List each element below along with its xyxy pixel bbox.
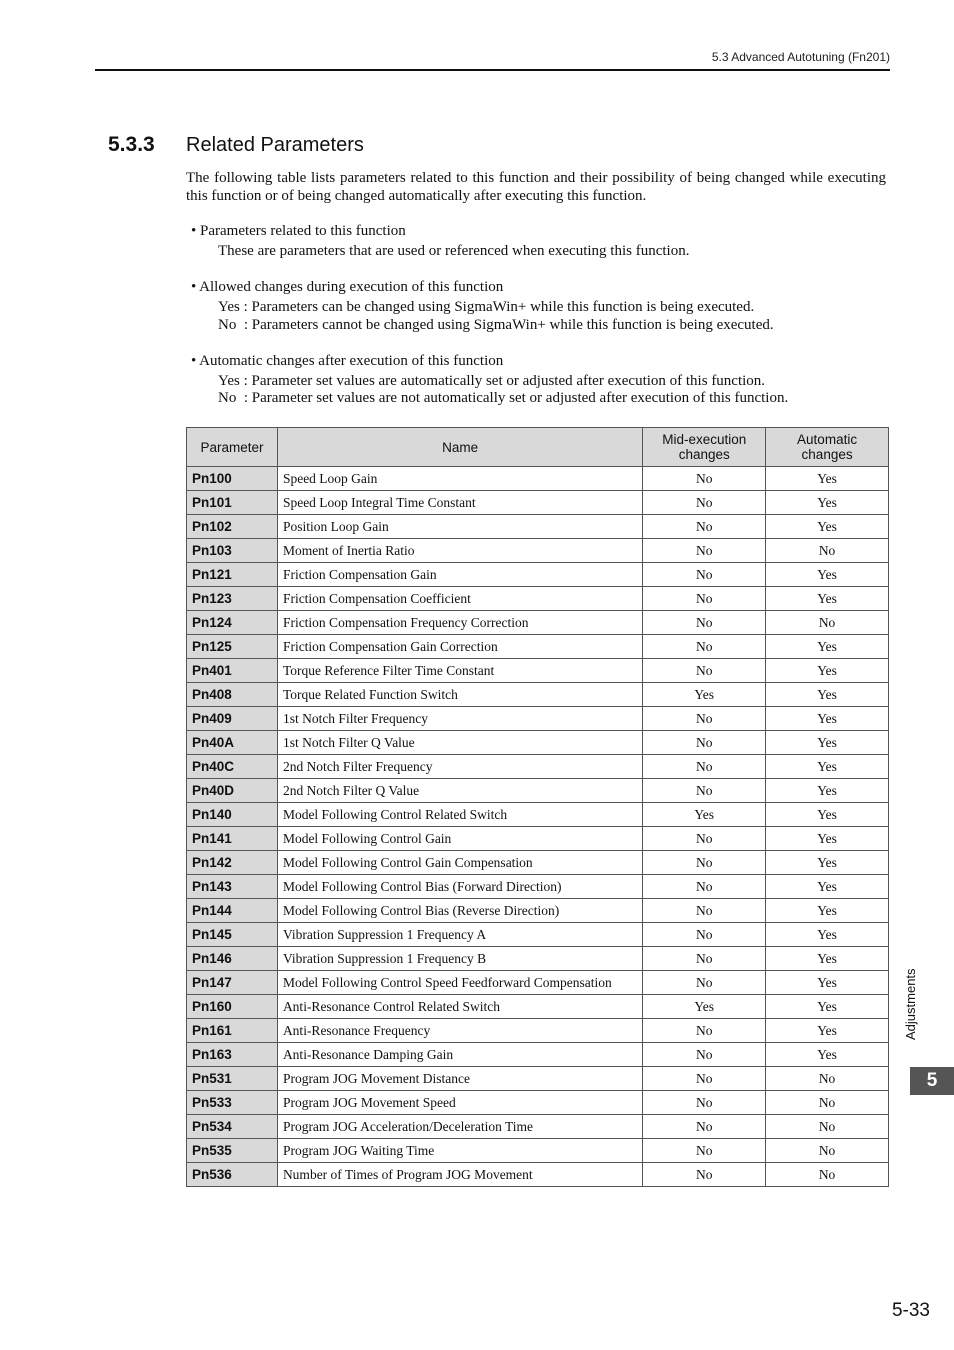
automatic-value: Yes (766, 875, 889, 899)
automatic-value: Yes (766, 659, 889, 683)
table-body (187, 467, 889, 1187)
mid-execution-value: No (643, 1139, 766, 1163)
automatic-value: Yes (766, 755, 889, 779)
table-row (187, 1091, 889, 1115)
automatic-value: No (766, 1163, 889, 1187)
mid-execution-value: No (643, 491, 766, 515)
parameter-code: Pn145 (187, 923, 278, 947)
mid-execution-value: No (643, 899, 766, 923)
parameter-code: Pn102 (187, 515, 278, 539)
table-row (187, 587, 889, 611)
mid-execution-value: No (643, 467, 766, 491)
mid-execution-value: No (643, 851, 766, 875)
table-row (187, 851, 889, 875)
parameter-code: Pn40C (187, 755, 278, 779)
parameter-name: Model Following Control Gain Compensation (277, 851, 642, 875)
parameter-code: Pn147 (187, 971, 278, 995)
parameter-code: Pn40D (187, 779, 278, 803)
automatic-value: Yes (766, 467, 889, 491)
table-header-row (187, 428, 889, 467)
automatic-value: Yes (766, 731, 889, 755)
automatic-value: No (766, 1067, 889, 1091)
bullet-related-params: • Parameters related to this function (191, 223, 406, 239)
parameter-code: Pn146 (187, 947, 278, 971)
automatic-value: Yes (766, 1043, 889, 1067)
parameter-code: Pn40A (187, 731, 278, 755)
parameter-name: Model Following Control Bias (Forward Direction) (277, 875, 642, 899)
parameter-name: 2nd Notch Filter Frequency (277, 755, 642, 779)
parameter-name: Vibration Suppression 1 Frequency A (277, 923, 642, 947)
parameter-code: Pn533 (187, 1091, 278, 1115)
parameter-code: Pn140 (187, 803, 278, 827)
table-row (187, 923, 889, 947)
parameter-name: Vibration Suppression 1 Frequency B (277, 947, 642, 971)
parameter-name: Model Following Control Gain (277, 827, 642, 851)
mid-execution-value: No (643, 875, 766, 899)
automatic-value: Yes (766, 995, 889, 1019)
parameter-code: Pn409 (187, 707, 278, 731)
parameter-code: Pn124 (187, 611, 278, 635)
header-parameter: Parameter (187, 428, 278, 467)
automatic-value: Yes (766, 851, 889, 875)
automatic-value: Yes (766, 683, 889, 707)
mid-execution-value: No (643, 827, 766, 851)
table-row (187, 635, 889, 659)
parameter-code: Pn121 (187, 563, 278, 587)
automatic-value: Yes (766, 827, 889, 851)
automatic-value: Yes (766, 635, 889, 659)
parameter-name: Program JOG Movement Distance (277, 1067, 642, 1091)
parameter-code: Pn144 (187, 899, 278, 923)
section-number: 5.3.3 (108, 133, 155, 156)
mid-execution-value: No (643, 1163, 766, 1187)
automatic-value: No (766, 539, 889, 563)
mid-execution-value: No (643, 1043, 766, 1067)
mid-execution-value: No (643, 539, 766, 563)
parameter-code: Pn534 (187, 1115, 278, 1139)
parameter-name: Friction Compensation Gain Correction (277, 635, 642, 659)
bullet-mid-execution-yes: Yes : Parameters can be changed using SigmaWin+ while this function is being executed. (218, 299, 755, 315)
parameter-name: Position Loop Gain (277, 515, 642, 539)
table-row (187, 803, 889, 827)
automatic-value: Yes (766, 899, 889, 923)
table-row (187, 779, 889, 803)
chapter-tab: 5 (910, 1067, 954, 1095)
parameter-name: Program JOG Movement Speed (277, 1091, 642, 1115)
table-row (187, 707, 889, 731)
header-rule (95, 69, 890, 71)
section-title: Related Parameters (186, 134, 364, 156)
bullet-mid-execution-no: No : Parameters cannot be changed using SigmaWin+ while this function is being executed. (218, 317, 774, 333)
running-header: 5.3 Advanced Autotuning (Fn201) (711, 50, 890, 64)
parameter-code: Pn535 (187, 1139, 278, 1163)
automatic-value: No (766, 1139, 889, 1163)
parameter-name: Number of Times of Program JOG Movement (277, 1163, 642, 1187)
bullet-automatic-no: No : Parameter set values are not automatically set or adjusted after execution of this function. (218, 390, 789, 406)
table-row (187, 995, 889, 1019)
parameter-code: Pn536 (187, 1163, 278, 1187)
parameter-code: Pn160 (187, 995, 278, 1019)
parameter-code: Pn141 (187, 827, 278, 851)
table-row (187, 659, 889, 683)
parameter-name: Model Following Control Speed Feedforward Compensation (277, 971, 642, 995)
table-row (187, 899, 889, 923)
mid-execution-value: No (643, 587, 766, 611)
parameter-code: Pn103 (187, 539, 278, 563)
parameter-name: 2nd Notch Filter Q Value (277, 779, 642, 803)
automatic-value: Yes (766, 779, 889, 803)
automatic-value: Yes (766, 707, 889, 731)
automatic-value: Yes (766, 923, 889, 947)
automatic-value: Yes (766, 947, 889, 971)
table-row (187, 1043, 889, 1067)
parameter-code: Pn408 (187, 683, 278, 707)
parameter-name: Torque Related Function Switch (277, 683, 642, 707)
automatic-value: No (766, 611, 889, 635)
table-row (187, 467, 889, 491)
automatic-value: Yes (766, 1019, 889, 1043)
side-tab-label: Adjustments (903, 968, 918, 1040)
related-parameters-table (186, 427, 889, 1187)
automatic-value: Yes (766, 971, 889, 995)
mid-execution-value: No (643, 1115, 766, 1139)
mid-execution-value: No (643, 515, 766, 539)
table-row (187, 827, 889, 851)
parameter-name: Moment of Inertia Ratio (277, 539, 642, 563)
mid-execution-value: Yes (643, 683, 766, 707)
mid-execution-value: No (643, 1019, 766, 1043)
parameter-name: Speed Loop Gain (277, 467, 642, 491)
mid-execution-value: No (643, 707, 766, 731)
table-row (187, 611, 889, 635)
parameter-name: 1st Notch Filter Q Value (277, 731, 642, 755)
table-row (187, 563, 889, 587)
mid-execution-value: Yes (643, 995, 766, 1019)
parameter-name: Anti-Resonance Frequency (277, 1019, 642, 1043)
table-row (187, 875, 889, 899)
mid-execution-value: No (643, 971, 766, 995)
mid-execution-value: No (643, 1067, 766, 1091)
mid-execution-value: No (643, 563, 766, 587)
page-number: 5-33 (891, 1300, 930, 1321)
parameter-code: Pn100 (187, 467, 278, 491)
automatic-value: No (766, 1115, 889, 1139)
header-automatic: Automatic changes (766, 428, 889, 467)
parameter-code: Pn125 (187, 635, 278, 659)
mid-execution-value: No (643, 731, 766, 755)
table-row (187, 731, 889, 755)
parameter-name: Friction Compensation Gain (277, 563, 642, 587)
automatic-value: Yes (766, 491, 889, 515)
parameter-code: Pn161 (187, 1019, 278, 1043)
mid-execution-value: No (643, 611, 766, 635)
table-row (187, 1163, 889, 1187)
mid-execution-value: Yes (643, 803, 766, 827)
bullet-related-params-desc: These are parameters that are used or referenced when executing this function. (218, 243, 690, 259)
parameter-name: Anti-Resonance Control Related Switch (277, 995, 642, 1019)
parameter-name: Model Following Control Bias (Reverse Direction) (277, 899, 642, 923)
parameter-name: Speed Loop Integral Time Constant (277, 491, 642, 515)
automatic-value: Yes (766, 563, 889, 587)
mid-execution-value: No (643, 659, 766, 683)
automatic-value: Yes (766, 515, 889, 539)
parameter-name: Program JOG Acceleration/Deceleration Time (277, 1115, 642, 1139)
table-row (187, 491, 889, 515)
header-mid-execution: Mid-execution changes (643, 428, 766, 467)
table-row (187, 947, 889, 971)
parameter-name: Friction Compensation Coefficient (277, 587, 642, 611)
intro-paragraph: The following table lists parameters related to this function and their possibility of being changed while executing this function or of being changed automatically after executing this function. (186, 170, 886, 204)
mid-execution-value: No (643, 755, 766, 779)
automatic-value: Yes (766, 587, 889, 611)
table-row (187, 539, 889, 563)
parameter-code: Pn401 (187, 659, 278, 683)
mid-execution-value: No (643, 635, 766, 659)
bullet-automatic: • Automatic changes after execution of this function (191, 353, 504, 369)
table-row (187, 683, 889, 707)
table-row (187, 971, 889, 995)
parameter-name: Friction Compensation Frequency Correction (277, 611, 642, 635)
automatic-value: No (766, 1091, 889, 1115)
bullet-automatic-yes: Yes : Parameter set values are automatically set or adjusted after execution of this function. (218, 373, 766, 389)
parameter-code: Pn531 (187, 1067, 278, 1091)
table-row (187, 1115, 889, 1139)
parameter-name: Anti-Resonance Damping Gain (277, 1043, 642, 1067)
parameter-name: Torque Reference Filter Time Constant (277, 659, 642, 683)
mid-execution-value: No (643, 923, 766, 947)
mid-execution-value: No (643, 947, 766, 971)
table-row (187, 1139, 889, 1163)
header-name: Name (277, 428, 642, 467)
mid-execution-value: No (643, 779, 766, 803)
parameter-name: Program JOG Waiting Time (277, 1139, 642, 1163)
table-row (187, 515, 889, 539)
parameter-code: Pn123 (187, 587, 278, 611)
table-row (187, 1019, 889, 1043)
bullet-mid-execution: • Allowed changes during execution of this function (191, 279, 504, 295)
parameter-code: Pn163 (187, 1043, 278, 1067)
parameter-name: Model Following Control Related Switch (277, 803, 642, 827)
parameter-code: Pn101 (187, 491, 278, 515)
table-row (187, 1067, 889, 1091)
table-row (187, 755, 889, 779)
automatic-value: Yes (766, 803, 889, 827)
parameter-code: Pn143 (187, 875, 278, 899)
parameter-code: Pn142 (187, 851, 278, 875)
parameter-name: 1st Notch Filter Frequency (277, 707, 642, 731)
mid-execution-value: No (643, 1091, 766, 1115)
